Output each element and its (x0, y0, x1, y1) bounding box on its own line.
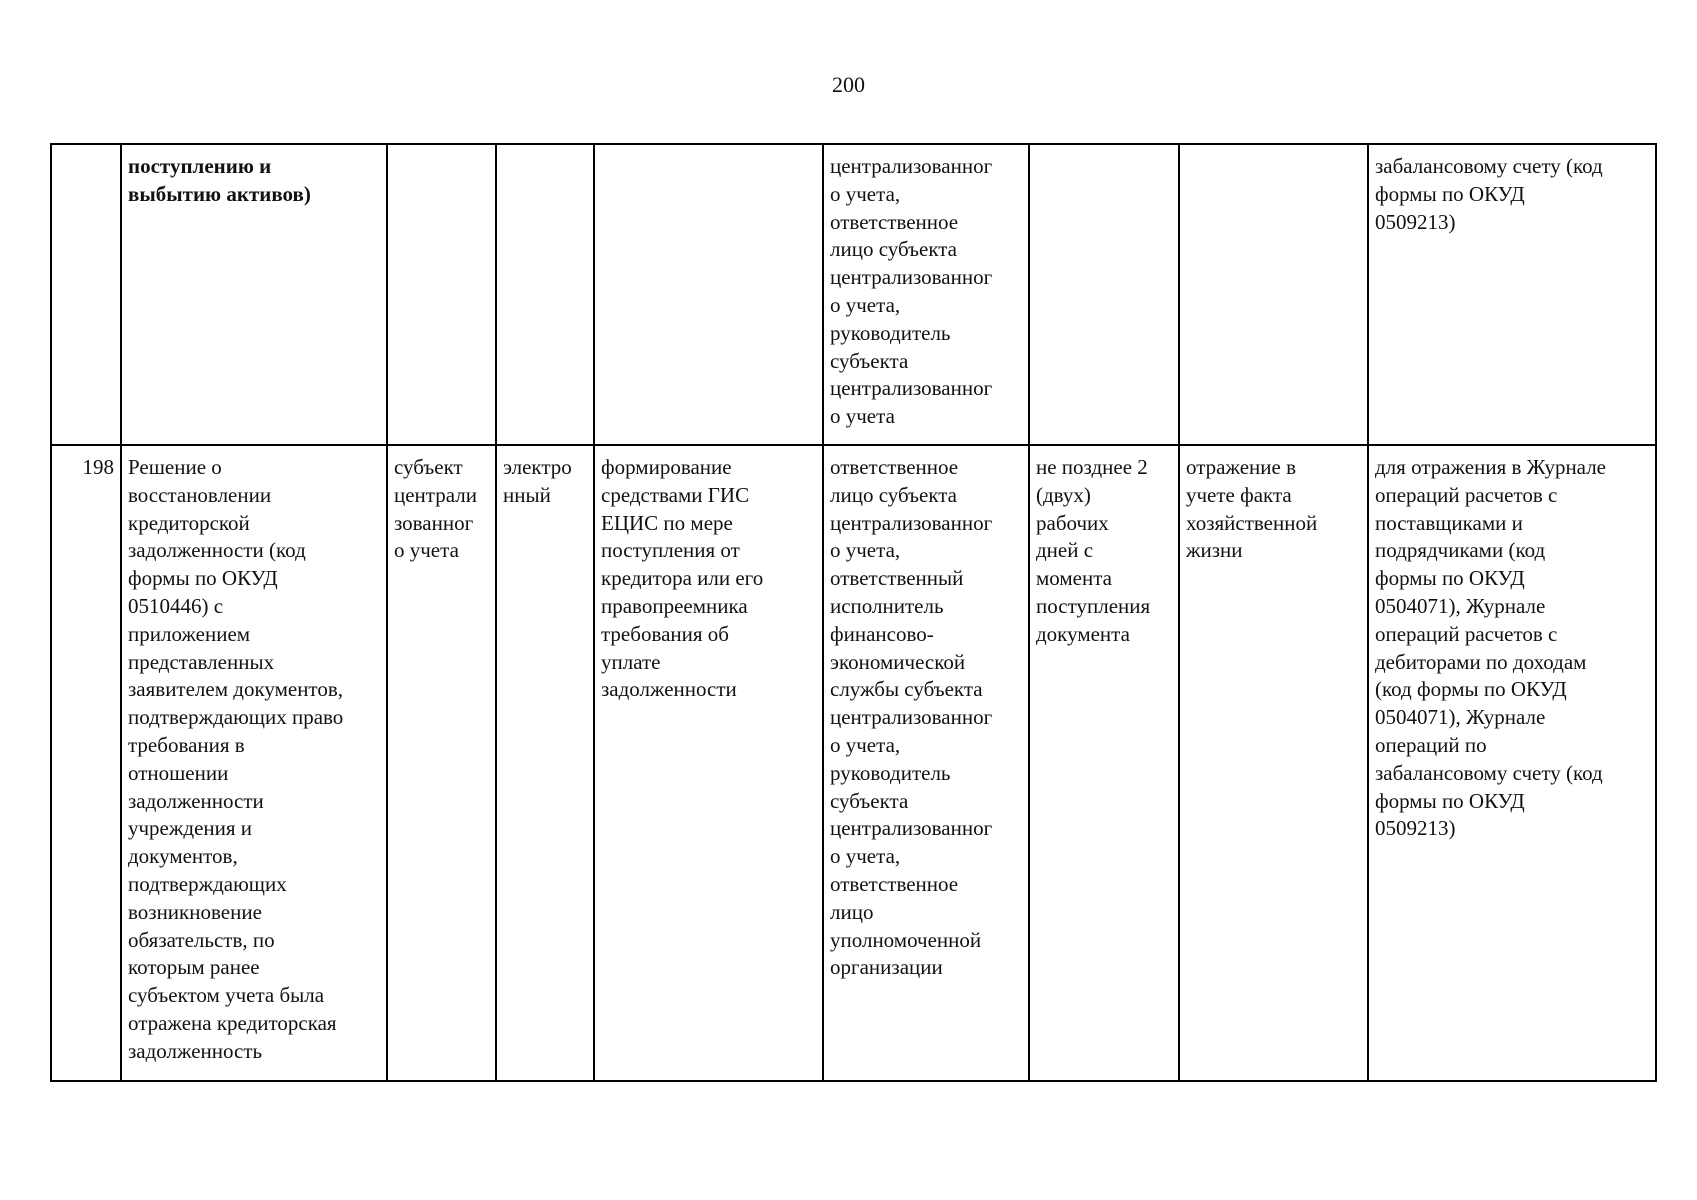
document-table (50, 143, 1657, 1082)
creator-cell: субъект централи зованног о учета (387, 445, 496, 1081)
document-name-cell: Решение о восстановлении кредиторской задолженности (код формы по ОКУД 0510446) с приложением представленных заявителем документов, подтверждающих право требования в отношении задолженности учреждения и документов, подтверждающих возникновение обязательств, по которым ранее субъектом учета была отражена кредиторская задолженность (121, 445, 387, 1081)
table-row-continuation (51, 144, 1656, 445)
form-cell (496, 144, 594, 445)
purpose-cell (1179, 144, 1368, 445)
document-name-cell: поступлению и выбытию активов) (121, 144, 387, 445)
method-cell (594, 144, 823, 445)
row-number-cell (51, 144, 121, 445)
purpose-cell: отражение в учете факта хозяйственной жизни (1179, 445, 1368, 1081)
signers-cell: централизованног о учета, ответственное лицо субъекта централизованног о учета, руководитель субъекта централизованног о учета (823, 144, 1029, 445)
deadline-cell: не позднее 2 (двух) рабочих дней с момента поступления документа (1029, 445, 1179, 1081)
page-number: 200 (832, 72, 865, 97)
creator-cell (387, 144, 496, 445)
usage-cell: забалансовому счету (код формы по ОКУД 0509213) (1368, 144, 1656, 445)
usage-cell: для отражения в Журнале операций расчетов с поставщиками и подрядчиками (код формы по ОКУД 0504071), Журнале операций расчетов с дебиторами по доходам (код формы по ОКУД 0504071), Журнале операций по забалансовому счету (код формы по ОКУД 0509213) (1368, 445, 1656, 1081)
form-cell: электро нный (496, 445, 594, 1081)
row-number-cell: 198 (51, 445, 121, 1081)
deadline-cell (1029, 144, 1179, 445)
table-row-198 (51, 445, 1656, 1081)
signers-cell: ответственное лицо субъекта централизованног о учета, ответственный исполнитель финансово- экономической службы субъекта централизованног о учета, руководитель субъекта централизованног о учета, ответственное лицо уполномоченной организации (823, 445, 1029, 1081)
method-cell: формирование средствами ГИС ЕЦИС по мере поступления от кредитора или его правопреемника требования об уплате задолженности (594, 445, 823, 1081)
